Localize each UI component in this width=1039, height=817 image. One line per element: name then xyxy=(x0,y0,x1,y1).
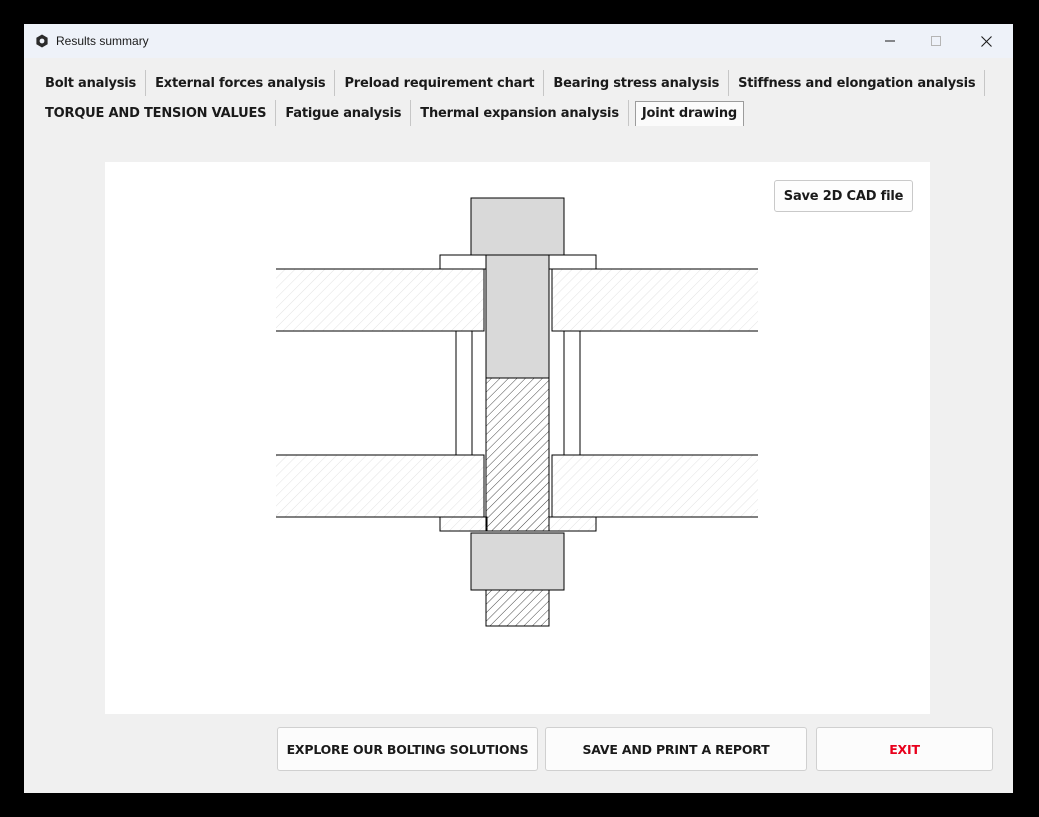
upper-plate-left xyxy=(276,269,484,331)
joint-drawing-panel xyxy=(105,162,930,714)
bolted-joint-drawing xyxy=(105,162,930,714)
tab-bolt-analysis[interactable]: Bolt analysis xyxy=(36,70,146,96)
exit-label: EXIT xyxy=(889,741,920,757)
bolt-thread xyxy=(486,378,549,531)
tab-external-forces-analysis[interactable]: External forces analysis xyxy=(146,70,335,96)
lower-plate-left xyxy=(276,455,484,517)
close-icon xyxy=(981,36,992,47)
maximize-icon xyxy=(931,36,941,46)
tab-row-2 xyxy=(36,100,744,126)
lower-washer-left xyxy=(440,517,487,531)
tab-preload-requirement-chart[interactable]: Preload requirement chart xyxy=(335,70,544,96)
tab-fatigue-analysis[interactable]: Fatigue analysis xyxy=(276,100,411,126)
nut xyxy=(471,533,564,590)
tab-thermal-expansion-analysis[interactable]: Thermal expansion analysis xyxy=(411,100,629,126)
tab-row-1 xyxy=(36,70,985,96)
tab-stiffness-elongation-analysis[interactable]: Stiffness and elongation analysis xyxy=(729,70,985,96)
lower-washer-right xyxy=(549,517,596,531)
upper-washer-right xyxy=(549,255,596,269)
explore-bolting-solutions-button[interactable]: EXPLORE OUR BOLTING SOLUTIONS xyxy=(277,727,538,771)
upper-washer-left xyxy=(440,255,487,269)
minimize-button[interactable] xyxy=(867,24,913,58)
bolt-head xyxy=(471,198,564,255)
bolt-shank xyxy=(486,255,549,378)
tab-torque-tension-values[interactable]: TORQUE AND TENSION VALUES xyxy=(36,100,276,126)
save-print-report-button[interactable]: SAVE AND PRINT A REPORT xyxy=(545,727,807,771)
spacer-right xyxy=(564,331,580,455)
results-summary-window xyxy=(24,24,1013,793)
save-2d-cad-button[interactable]: Save 2D CAD file xyxy=(774,180,913,212)
bolt-thread-end xyxy=(486,590,549,626)
tab-bearing-stress-analysis[interactable]: Bearing stress analysis xyxy=(544,70,729,96)
minimize-icon xyxy=(885,36,895,46)
window-title: Results summary xyxy=(56,34,149,48)
spacer-left xyxy=(456,331,472,455)
maximize-button[interactable] xyxy=(913,24,959,58)
exit-button[interactable] xyxy=(816,727,993,771)
tab-joint-drawing[interactable]: Joint drawing xyxy=(635,101,744,126)
close-button[interactable] xyxy=(963,24,1009,58)
lower-plate-right xyxy=(552,455,758,517)
hexagon-gear-icon xyxy=(35,34,49,48)
upper-plate-right xyxy=(552,269,758,331)
title-bar xyxy=(24,24,1013,58)
